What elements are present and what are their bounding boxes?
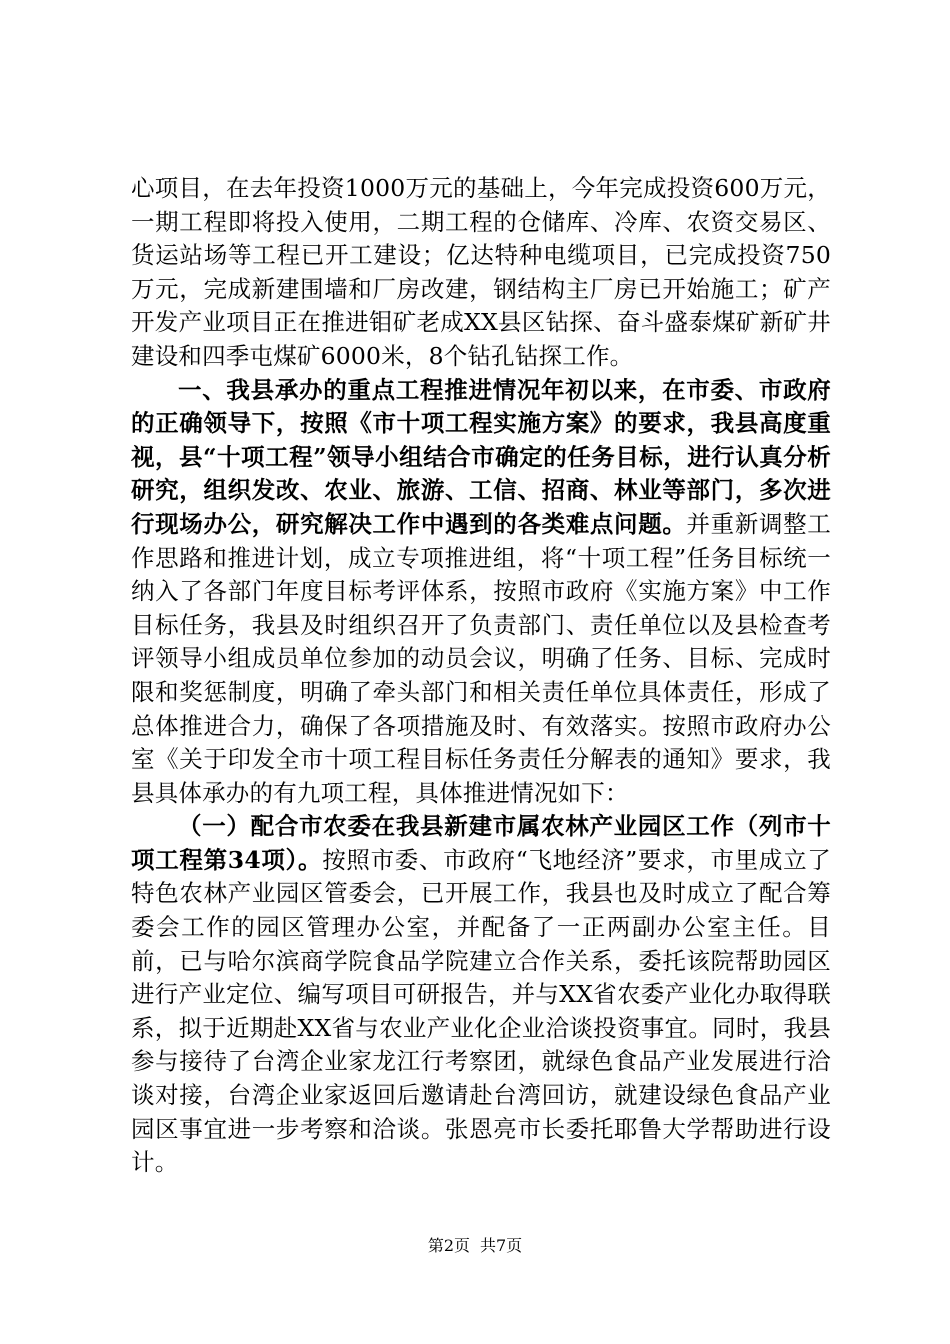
section-heading-bold: 一、我县承办的重点工程推进情况年初以来，在市委、市政府的正确领导下，按照《市十项工程实施方案》的要求，我县高度重视，县“十项工程”领导小组结合市确定的任务目标，进行认真分析研究，组织发改、农业、旅游、工信、招商、林业等部门，多次进行现场办公，研究解决工作中遇到的各类难点问题。 bbox=[131, 375, 831, 538]
paragraph-continuation bbox=[131, 172, 831, 374]
paragraph-section-one bbox=[131, 374, 831, 811]
paragraph-subsection-one bbox=[131, 810, 831, 1180]
document-body bbox=[131, 172, 831, 1180]
paragraph-text: 并重新调整工作思路和推进计划，成立专项推进组，将“十项工程”任务目标统一纳入了各部门年度目标考评体系，按照市政府《实施方案》中工作目标任务，我县及时组织召开了负责部门、责任单位以及县检查考评领导小组成员单位参加的动员会议，明确了任务、目标、完成时限和奖惩制度，明确了牵头部门和相关责任单位具体责任，形成了总体推进合力，确保了各项措施及时、有效落实。按照市政府办公室《关于印发全市十项工程目标任务责任分解表的通知》要求，我县具体承办的有九项工程，具体推进情况如下： bbox=[131, 509, 831, 807]
paragraph-text: 按照市委、市政府“飞地经济”要求，市里成立了特色农林产业园区管委会，已开展工作，我县也及时成立了配合筹委会工作的园区管理办公室，并配备了一正两副办公室主任。目前，已与哈尔滨商学院食品学院建立合作关系，委托该院帮助园区进行产业定位、编写项目可研报告，并与XX省农委产业化办取得联系，拟于近期赴XX省与农业产业化企业洽谈投资事宜。同时，我县参与接待了台湾企业家龙江行考察团，就绿色食品产业发展进行洽谈对接，台湾企业家返回后邀请赴台湾回访，就建设绿色食品产业园区事宜进一步考察和洽谈。张恩亮市长委托耶鲁大学帮助进行设计。 bbox=[131, 845, 831, 1177]
paragraph-text: 心项目，在去年投资1000万元的基础上，今年完成投资600万元，一期工程即将投入使用，二期工程的仓储库、冷库、农资交易区、货运站场等工程已开工建设；亿达特种电缆项目，已完成投资750万元，完成新建围墙和厂房改建，钢结构主厂房已开始施工；矿产开发产业项目正在推进钼矿老成XX县区钻探、奋斗盛泰煤矿新矿井建设和四季屯煤矿6000米，8个钻孔钻探工作。 bbox=[131, 174, 831, 370]
page-footer bbox=[0, 1236, 950, 1256]
subsection-heading-bold: （一）配合市农委在我县新建市属农林产业园区工作（列市十项工程第34项）。 bbox=[131, 812, 831, 874]
page-number: 第2页 bbox=[427, 1236, 470, 1255]
page-total: 共7页 bbox=[480, 1236, 523, 1255]
